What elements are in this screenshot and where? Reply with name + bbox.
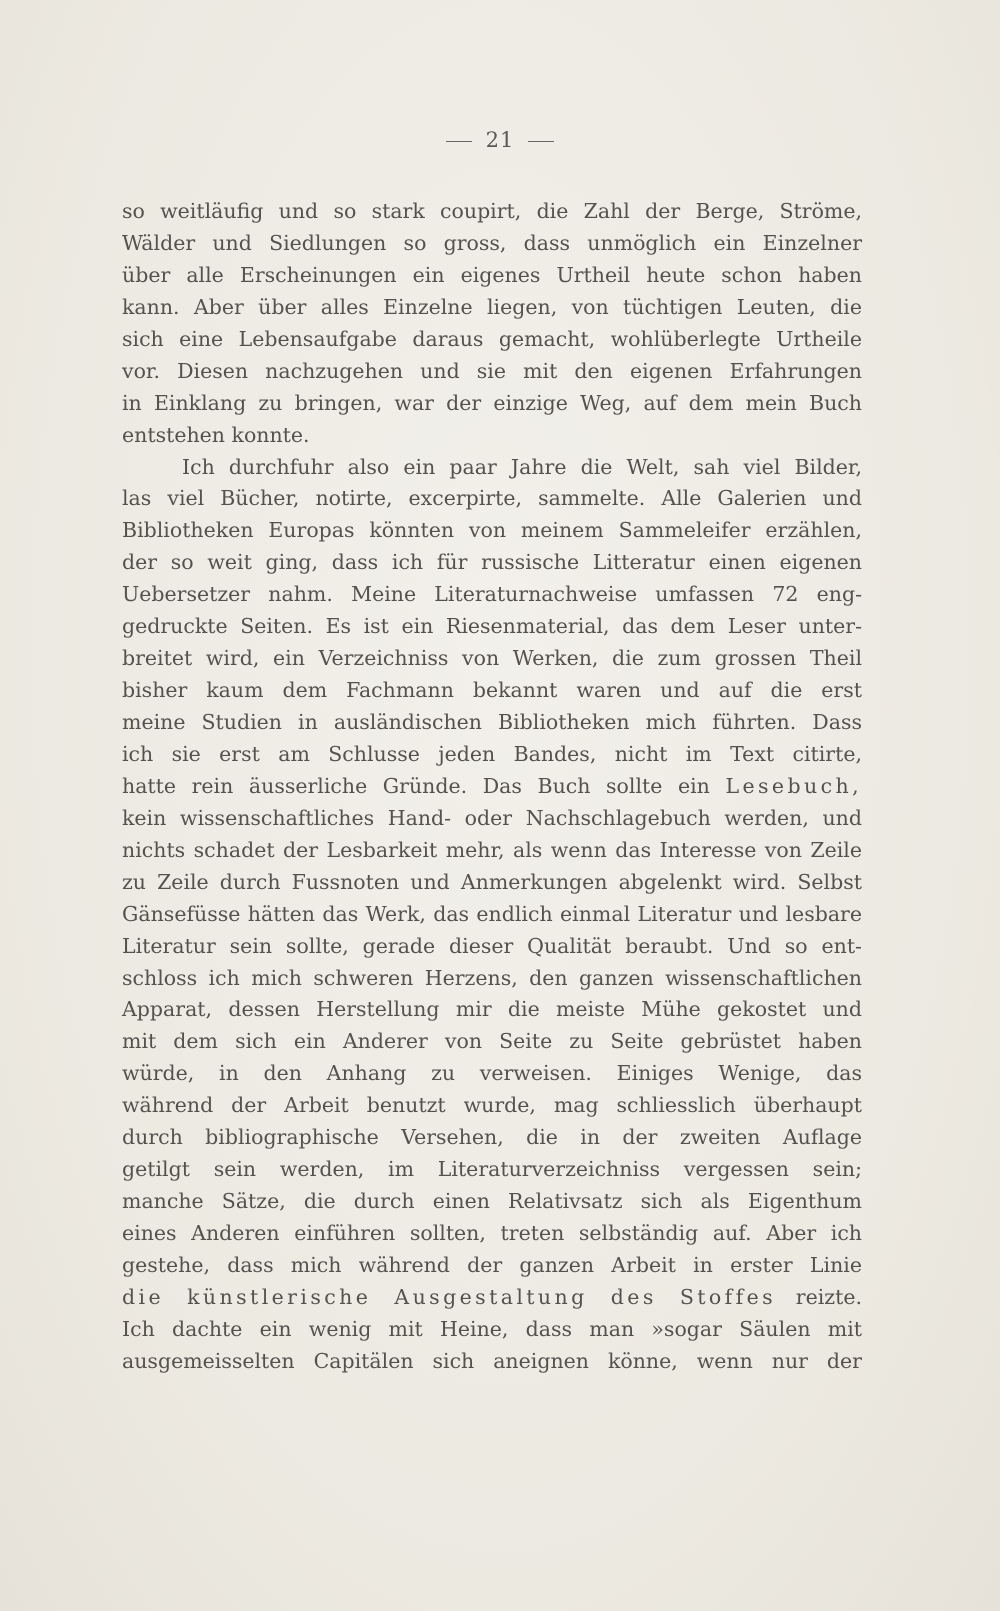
page-number-dash-right [528,141,554,142]
text-line: bisher kaum dem Fachmann bekannt waren und auf die erst [122,678,862,703]
emphasis-lesebuch: Lesebuch, [725,773,862,798]
text-line: zu Zeile durch Fussnoten und Anmerkungen abgelenkt wird. Selbst [122,869,862,894]
page-number [0,128,1000,152]
text-line: Ich durchfuhr also ein paar Jahre die Welt, sah viel Bilder, [182,454,862,479]
text-line: breitet wird, ein Verzeichniss von Werken, die zum grossen Theil [122,646,862,671]
text-line: würde, in den Anhang zu verweisen. Einiges Wenige, das [122,1061,862,1086]
text-line: gedruckte Seiten. Es ist ein Riesenmaterial, das dem Leser unter- [122,614,862,639]
text-line: eines Anderen einführen sollten, treten selbständig auf. Aber ich [122,1221,862,1245]
text-line: vor. Diesen nachzugehen und sie mit den eigenen Erfahrungen [122,358,862,383]
emphasis-kuenstlerische-ausgestaltung: die künstlerische Ausgestaltung des Stoffes [122,1284,777,1309]
text-line: Gänsefüsse hätten das Werk, das endlich einmal Literatur und lesbare [122,901,862,926]
text-line: mit dem sich ein Anderer von Seite zu Seite gebrüstet haben [122,1029,862,1054]
text-line: über alle Erscheinungen ein eigenes Urtheil heute schon haben [122,262,862,287]
text-line: Uebersetzer nahm. Meine Literaturnachweise umfassen 72 eng- [122,582,862,607]
text-line: während der Arbeit benutzt wurde, mag schliesslich überhaupt [122,1093,862,1118]
text-line-with-emphasis [122,1282,862,1314]
text-line: in Einklang zu bringen, war der einzige Weg, auf dem mein Buch [122,390,862,415]
text-line: Literatur sein sollte, gerade dieser Qualität beraubt. Und so ent- [122,933,862,958]
text-segment: reizte. [795,1284,862,1309]
text-line: schloss ich mich schweren Herzens, den ganzen wissenschaftlichen [122,965,862,990]
text-line: kann. Aber über alles Einzelne liegen, von tüchtigen Leuten, die [122,294,862,319]
text-line: las viel Bücher, notirte, excerpirte, sammelte. Alle Galerien und [122,486,862,511]
text-line: Wälder und Siedlungen so gross, dass unmöglich ein Einzelner [122,230,862,255]
page-number-text: 21 [485,128,515,152]
text-line: gestehe, dass mich während der ganzen Arbeit in erster Linie [122,1252,862,1277]
text-line: manche Sätze, die durch einen Relativsatz sich als Eigenthum [122,1189,862,1214]
text-line: Apparat, dessen Herstellung mir die meiste Mühe gekostet und [122,997,862,1022]
text-line: so weitläufig und so stark coupirt, die Zahl der Berge, Ströme, [122,199,862,223]
text-line: Bibliotheken Europas könnten von meinem Sammeleifer erzählen, [122,518,862,543]
text-line: nichts schadet der Lesbarkeit mehr, als wenn das Interesse von Zeile [122,837,862,862]
text-line: der so weit ging, dass ich für russische Litteratur einen eigenen [122,550,862,575]
text-segment: hatte rein äusserliche Gründe. Das Buch sollte ein [122,773,710,798]
text-line: ausgemeisselten Capitälen sich aneignen könne, wenn nur der [122,1348,862,1373]
body-text [122,196,862,1378]
text-line: meine Studien in ausländischen Bibliotheken mich führten. Dass [122,710,862,734]
page-number-dash-left [446,141,472,142]
text-line-with-emphasis [122,771,862,803]
text-line: kein wissenschaftliches Hand- oder Nachschlagebuch werden, und [122,805,862,830]
text-line: durch bibliographische Versehen, die in der zweiten Auflage [122,1125,862,1150]
text-line: ich sie erst am Schlusse jeden Bandes, nicht im Text citirte, [122,741,862,766]
text-line: getilgt sein werden, im Literaturverzeichniss vergessen sein; [122,1157,862,1182]
text-line: sich eine Lebensaufgabe daraus gemacht, wohlüberlegte Urtheile [122,326,862,351]
text-line: Ich dachte ein wenig mit Heine, dass man »sogar Säulen mit [122,1316,862,1341]
text-line: entstehen konnte. [122,422,310,447]
